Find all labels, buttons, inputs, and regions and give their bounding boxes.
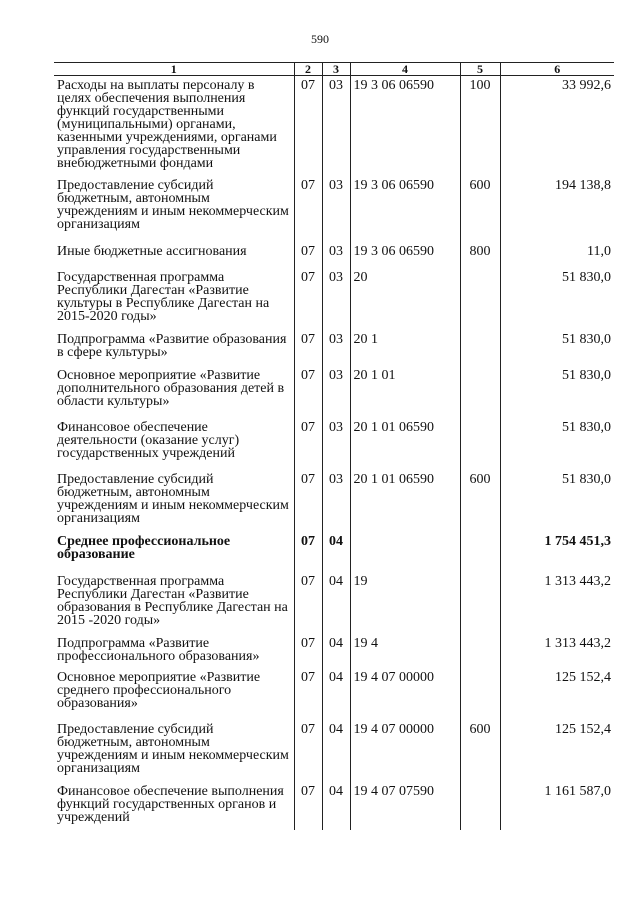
table-row <box>54 268 614 330</box>
row-target-code: 19 3 06 06590 <box>350 176 460 242</box>
row-name: Подпрограмма «Развитие образования в сфере культуры» <box>57 331 287 360</box>
row-expense-type: 600 <box>460 470 500 532</box>
col-header-amount: 6 <box>500 63 614 76</box>
row-name: Финансовое обеспечение выполнения функций государственных органов и учреждений <box>57 783 284 825</box>
row-amount: 1 161 587,0 <box>500 782 614 830</box>
row-name: Финансовое обеспечение деятельности (оказание услуг) государственных учреждений <box>57 419 240 461</box>
row-subsection: 03 <box>322 176 350 242</box>
row-expense-type <box>460 330 500 366</box>
table-row <box>54 782 614 830</box>
row-target-code: 19 <box>350 572 460 634</box>
row-expense-type: 600 <box>460 720 500 782</box>
page-number: 590 <box>311 32 329 46</box>
row-section: 07 <box>294 572 322 634</box>
table-row <box>54 176 614 242</box>
row-name: Расходы на выплаты персоналу в целях обеспечения выполнения функций государственными (муниципальными) органами, казенными учреждениями, органами управления государственными внебюджетными фондами <box>57 78 277 171</box>
table-row <box>54 330 614 366</box>
row-section: 07 <box>294 668 322 720</box>
table-row <box>54 668 614 720</box>
row-subsection: 04 <box>322 782 350 830</box>
row-subsection: 04 <box>322 634 350 668</box>
row-amount: 11,0 <box>500 242 614 268</box>
budget-table <box>54 62 614 830</box>
row-amount: 51 830,0 <box>500 366 614 418</box>
row-subsection: 04 <box>322 532 350 572</box>
row-section: 07 <box>294 634 322 668</box>
row-expense-type <box>460 532 500 572</box>
row-subsection: 04 <box>322 572 350 634</box>
col-header-expense-type: 5 <box>460 63 500 76</box>
row-target-code: 19 4 07 00000 <box>350 720 460 782</box>
row-section: 07 <box>294 470 322 532</box>
row-subsection: 03 <box>322 330 350 366</box>
row-section: 07 <box>294 418 322 470</box>
row-subsection: 03 <box>322 76 350 176</box>
row-amount: 51 830,0 <box>500 268 614 330</box>
row-target-code: 20 1 01 06590 <box>350 470 460 532</box>
table-row <box>54 532 614 572</box>
row-amount: 33 992,6 <box>500 76 614 176</box>
row-amount: 1 313 443,2 <box>500 634 614 668</box>
row-name: Основное мероприятие «Развитие дополнительного образования детей в области культуры» <box>57 367 285 409</box>
row-name: Иные бюджетные ассигнования <box>57 243 247 259</box>
col-header-subsection: 3 <box>322 63 350 76</box>
row-section: 07 <box>294 532 322 572</box>
row-amount: 51 830,0 <box>500 418 614 470</box>
row-expense-type <box>460 782 500 830</box>
row-subsection: 03 <box>322 366 350 418</box>
row-section: 07 <box>294 366 322 418</box>
row-name: Подпрограмма «Развитие профессионального образования» <box>57 635 260 664</box>
row-target-code: 20 1 01 06590 <box>350 418 460 470</box>
row-subsection: 04 <box>322 668 350 720</box>
table-row <box>54 470 614 532</box>
row-section: 07 <box>294 176 322 242</box>
row-subsection: 03 <box>322 418 350 470</box>
row-expense-type: 600 <box>460 176 500 242</box>
row-target-code: 19 4 <box>350 634 460 668</box>
table-row <box>54 634 614 668</box>
row-section: 07 <box>294 720 322 782</box>
row-target-code: 19 3 06 06590 <box>350 76 460 176</box>
row-target-code: 19 4 07 07590 <box>350 782 460 830</box>
row-expense-type <box>460 268 500 330</box>
row-section: 07 <box>294 330 322 366</box>
row-target-code: 19 3 06 06590 <box>350 242 460 268</box>
row-name: Предоставление субсидий бюджетным, автономным учреждениям и иным некоммерческим организациям <box>57 177 289 232</box>
row-section: 07 <box>294 782 322 830</box>
col-header-target: 4 <box>350 63 460 76</box>
row-expense-type <box>460 572 500 634</box>
col-header-name: 1 <box>54 63 294 76</box>
row-amount: 125 152,4 <box>500 668 614 720</box>
row-section: 07 <box>294 76 322 176</box>
table-row <box>54 242 614 268</box>
row-name: Предоставление субсидий бюджетным, автономным учреждениям и иным некоммерческим организациям <box>57 471 289 526</box>
row-amount: 51 830,0 <box>500 470 614 532</box>
row-amount: 1 313 443,2 <box>500 572 614 634</box>
row-target-code <box>350 532 460 572</box>
table-row <box>54 366 614 418</box>
row-subsection: 03 <box>322 268 350 330</box>
row-name: Среднее профессиональное образование <box>57 533 231 562</box>
row-expense-type <box>460 668 500 720</box>
row-expense-type: 800 <box>460 242 500 268</box>
row-section: 07 <box>294 268 322 330</box>
row-target-code: 19 4 07 00000 <box>350 668 460 720</box>
header-row <box>54 63 614 76</box>
table-row <box>54 572 614 634</box>
row-name: Государственная программа Республики Дагестан «Развитие образования в Республике Дагестан на 2015 -2020 годы» <box>57 573 288 628</box>
row-subsection: 04 <box>322 720 350 782</box>
row-expense-type <box>460 366 500 418</box>
row-name: Государственная программа Республики Дагестан «Развитие культуры в Республике Дагестан на 2015-2020 годы» <box>57 269 270 324</box>
table-row <box>54 76 614 176</box>
row-section: 07 <box>294 242 322 268</box>
row-amount: 51 830,0 <box>500 330 614 366</box>
row-target-code: 20 1 <box>350 330 460 366</box>
row-expense-type: 100 <box>460 76 500 176</box>
row-amount: 125 152,4 <box>500 720 614 782</box>
row-expense-type <box>460 634 500 668</box>
row-target-code: 20 <box>350 268 460 330</box>
row-amount: 1 754 451,3 <box>500 532 614 572</box>
row-subsection: 03 <box>322 470 350 532</box>
row-target-code: 20 1 01 <box>350 366 460 418</box>
table-row <box>54 720 614 782</box>
row-subsection: 03 <box>322 242 350 268</box>
row-expense-type <box>460 418 500 470</box>
row-name: Основное мероприятие «Развитие среднего профессионального образования» <box>57 669 261 711</box>
table-row <box>54 418 614 470</box>
col-header-section: 2 <box>294 63 322 76</box>
row-name: Предоставление субсидий бюджетным, автономным учреждениям и иным некоммерческим организациям <box>57 721 289 776</box>
row-amount: 194 138,8 <box>500 176 614 242</box>
